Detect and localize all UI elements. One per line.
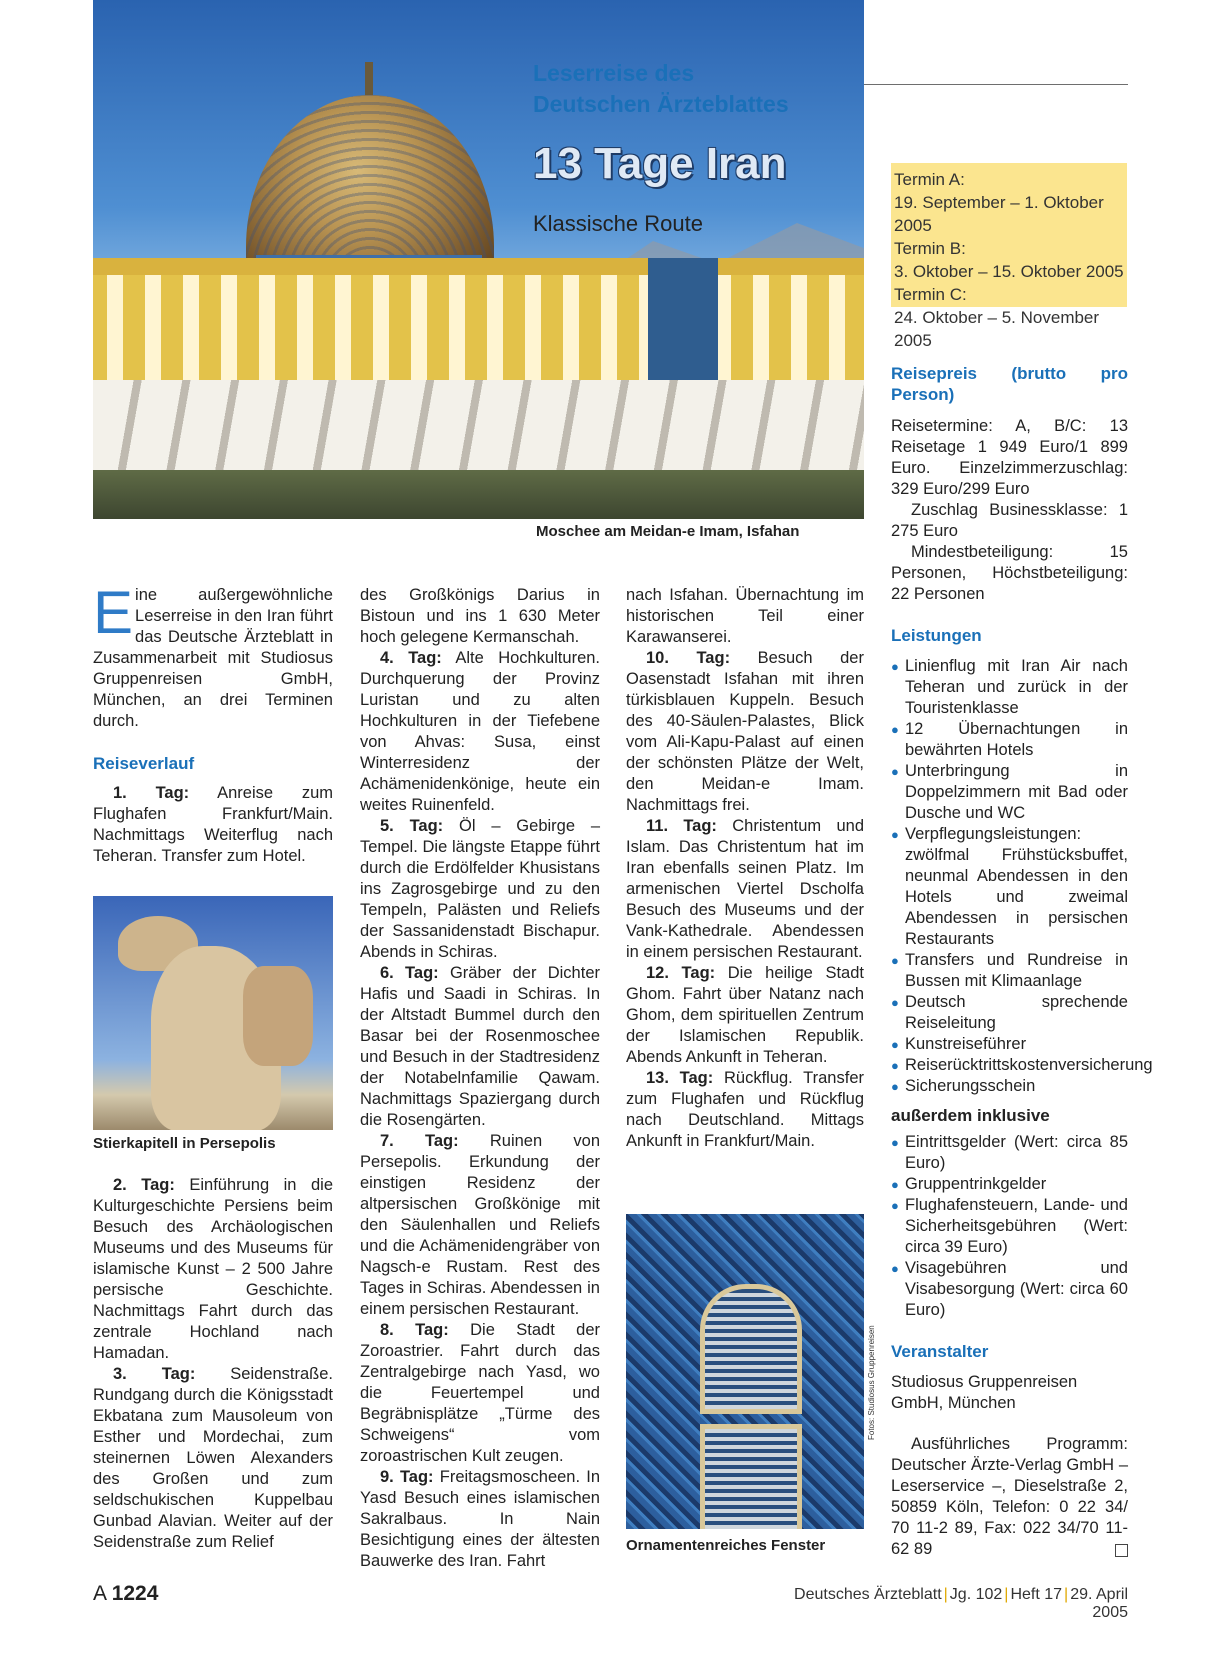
termin-a-label: Termin A: (894, 170, 965, 189)
page-number: A 1224 (93, 1582, 159, 1605)
window-caption: Ornamentenreiches Fenster (626, 1537, 826, 1554)
leistungen-list (891, 656, 1153, 1097)
inklusive-heading: außerdem inklusive (891, 1106, 1050, 1125)
day-9: 9. Tag: Freitagsmoscheen. In Yasd Besuch eines islamischen Sakralbaus. In Nain Besichtigung eines der ältesten Bauwerke des Iran. Fahrt (360, 1468, 601, 1570)
veranstalter-heading: Veranstalter (891, 1342, 989, 1361)
article-subtitle: Klassische Route (533, 211, 703, 236)
preis-heading: Reisepreis (brutto pro Person) (891, 364, 1128, 404)
termin-a-dates: 19. September – 1. Oktober 2005 (894, 193, 1104, 235)
day-3-continued: des Großkönigs Darius in Bistoun und ins 1 630 Meter hoch gelegene Kermanschah. (360, 586, 600, 646)
termin-box (891, 163, 1127, 350)
list-item: ● Linienflug mit Iran Air nach Teheran und zurück in der Touristenklasse (891, 656, 1128, 719)
day-7: 7. Tag: Ruinen von Persepolis. Erkundung der einstigen Residenz der altpersischen Großkönige mit den Säulenhallen und Reliefs und die Achämenidengräber von Nagsch-e Rustam. Rest des Tages in Schiras. Abendessen in einem persischen Restaurant. (360, 1132, 601, 1318)
list-item: ● Kunstreiseführer (891, 1034, 1128, 1055)
photo-credit: Fotos: Studiosus Gruppenreisen (867, 1325, 876, 1440)
day-2: 2. Tag: Einführung in die Kulturgeschichte Persiens beim Besuch des Archäologischen Museums und des Museums für islamische Kunst – 2 500 Jahre persische Geschichte. Nachmittags Fahrt durch das zentrale Hochland nach Hamadan. (93, 1176, 333, 1362)
day-11: 11. Tag: Christentum und Islam. Das Christentum hat im Iran ebenfalls seinen Platz. Im armenischen Viertel Dscholfa Besuch des Museums und der Vank-Kathedrale. Abendessen in einem persischen Restaurant. (626, 817, 864, 961)
hero-caption: Moschee am Meidan-e Imam, Isfahan (536, 523, 800, 540)
day-12: 12. Tag: Die heilige Stadt Ghom. Fahrt über Natanz nach Ghom, dem spirituellen Zentrum der Islamischen Republik. Abends Ankunft in Teheran. (626, 964, 864, 1066)
list-item: ● Flughafensteuern, Lande- und Sicherheitsgebühren (Wert: circa 39 Euro) (891, 1195, 1128, 1258)
termin-b-label: Termin B: (894, 239, 966, 258)
preis-text-1: Reisetermine: A, B/C: 13 Reisetage 1 949 Euro/1 899 Euro. Einzelzimmerzuschlag: 329 Euro/299 Euro (891, 417, 1128, 498)
column-3 (626, 585, 864, 1152)
header-rule (864, 84, 1128, 85)
bull-caption: Stierkapitell in Persepolis (93, 1135, 276, 1152)
day-6: 6. Tag: Gräber der Dichter Hafis und Saadi in Schiras. In der Altstadt Bummel durch den Basar bei der Rosenmoschee und Besuch in der Stadtresidenz der Notabelnfamilie Qawam. Nachmittags Spaziergang durch die Rosengärten. (360, 964, 600, 1129)
list-item: ● Deutsch sprechende Reiseleitung (891, 992, 1128, 1034)
list-item: ● Visagebühren und Visabesorgung (Wert: circa 60 Euro) (891, 1258, 1128, 1321)
day-3: 3. Tag: Seidenstraße. Rundgang durch die Königsstadt Ekbatana zum Mausoleum von Esther und Mordechai, zum steinernen Löwen Alexanders des Großen und zum seldschukischen Kuppelbau Gunbad Alavian. Weiter auf der Seidenstraße zum Relief (93, 1365, 334, 1551)
journal-footer: Deutsches Ärzteblatt | Jg. 102 | Heft 17 | 29. April 2005 (794, 1586, 1128, 1621)
article-kicker (533, 58, 833, 120)
list-item: ● Gruppentrinkgelder (891, 1174, 1128, 1195)
end-mark-icon (1115, 1544, 1128, 1557)
day-9-continued: nach Isfahan. Übernachtung im historischen Teil einer Karawanserei. (626, 586, 864, 646)
veranstalter-text: Studiosus Gruppenreisen GmbH, München (891, 1373, 1078, 1412)
list-item: ● Sicherungsschein (891, 1076, 1128, 1097)
day-5: 5. Tag: Öl – Gebirge – Tempel. Die längste Etappe führt durch die Erdölfelder Khusistans ins Zagrosgebirge und zu den Tempeln, Palästen und Reliefs der Sassanidenstadt Bischapur. Abends in Schiras. (360, 817, 601, 961)
column-1 (93, 579, 334, 867)
list-item: ● Unterbringung in Doppelzimmern mit Bad oder Dusche und WC (891, 761, 1128, 824)
column-1-lower (93, 1175, 333, 1553)
list-item: ● Reiserücktrittskostenversicherung (891, 1055, 1128, 1076)
inklusive-list (891, 1132, 1128, 1321)
day-4: 4. Tag: Alte Hochkulturen. Durchquerung der Provinz Luristan und zu alten Hochkulturen in der Tiefebene von Ahvas: Susa, einst Winterresidenz der Achämenidenkönige, heute ein weites Ruinenfeld. (360, 649, 601, 814)
termin-b-dates: 3. Oktober – 15. Oktober 2005 (894, 262, 1124, 281)
reiseverlauf-heading: Reiseverlauf (93, 754, 195, 773)
list-item: ● Verpflegungsleistungen: zwölfmal Frühstücksbuffet, neunmal Abendessen in den Hotels und zweimal Abendessen in persischen Restaurants (891, 824, 1128, 950)
article-title: 13 Tage Iran (533, 139, 787, 188)
day-1: 1. Tag: Anreise zum Flughafen Frankfurt/Main. Nachmittags Weiterflug nach Teheran. Transfer zum Hotel. (93, 784, 334, 865)
intro-text: ine außergewöhnliche Leserreise in den Iran führt das Deutsche Ärzteblatt in Zusammenarbeit mit Studiosus Gruppenreisen GmbH, München, an drei Terminen durch. (93, 586, 333, 730)
day-10: 10. Tag: Besuch der Oasenstadt Isfahan mit ihren türkisblauen Kuppeln. Besuch des 40-Säulen-Palastes, Blick vom Ali-Kapu-Palast auf einen der schönsten Plätze der Welt, den Meidan-e Imam. Nachmittags frei. (626, 649, 864, 814)
photo-bull-capital (93, 896, 333, 1130)
list-item: ● Eintrittsgelder (Wert: circa 85 Euro) (891, 1132, 1128, 1174)
list-item: ● Transfers und Rundreise in Bussen mit Klimaanlage (891, 950, 1128, 992)
journal-name: Deutsches Ärzteblatt (794, 1586, 942, 1603)
sidebar (891, 363, 1153, 1560)
termin-c-dates: 24. Oktober – 5. November 2005 (894, 308, 1100, 350)
dropcap: E (93, 579, 134, 646)
photo-ornamental-window (626, 1214, 864, 1529)
kicker-line-1: Leserreise des (533, 60, 695, 86)
preis-text-3: Mindestbeteiligung: 15 Personen, Höchstbeteiligung: 22 Personen (891, 543, 1128, 603)
preis-text-2: Zuschlag Businessklasse: 1 275 Euro (891, 501, 1128, 540)
termin-c-label: Termin C: (894, 285, 967, 304)
journal-volume: Jg. 102 (949, 1586, 1003, 1603)
day-13: 13. Tag: Rückflug. Transfer zum Flughafen und Rückflug nach Deutschland. Mittags Ankunft in Frankfurt/Main. (626, 1069, 864, 1150)
journal-date: 29. April 2005 (1070, 1586, 1128, 1621)
list-item: ● 12 Übernachtungen in bewährten Hotels (891, 719, 1128, 761)
day-8: 8. Tag: Die Stadt der Zoroastrier. Fahrt durch das Zentralgebirge nach Yasd, wo die Feuertempel und Begräbnisplätze „Türme des Schweigens“ vom zoroastrischen Kult zeugen. (360, 1321, 601, 1465)
kicker-line-2: Deutschen Ärzteblattes (533, 91, 789, 117)
column-2 (360, 585, 600, 1572)
journal-issue: Heft 17 (1010, 1586, 1063, 1603)
programm-text: Ausführliches Programm: Deutscher Ärzte-Verlag GmbH – Leserservice –, Dieselstraße 2, 50859 Köln, Telefon: 0 22 34/ 70 11-2 89, Fax: 022 34/70 11-62 89 (891, 1435, 1128, 1558)
leistungen-heading: Leistungen (891, 626, 982, 645)
